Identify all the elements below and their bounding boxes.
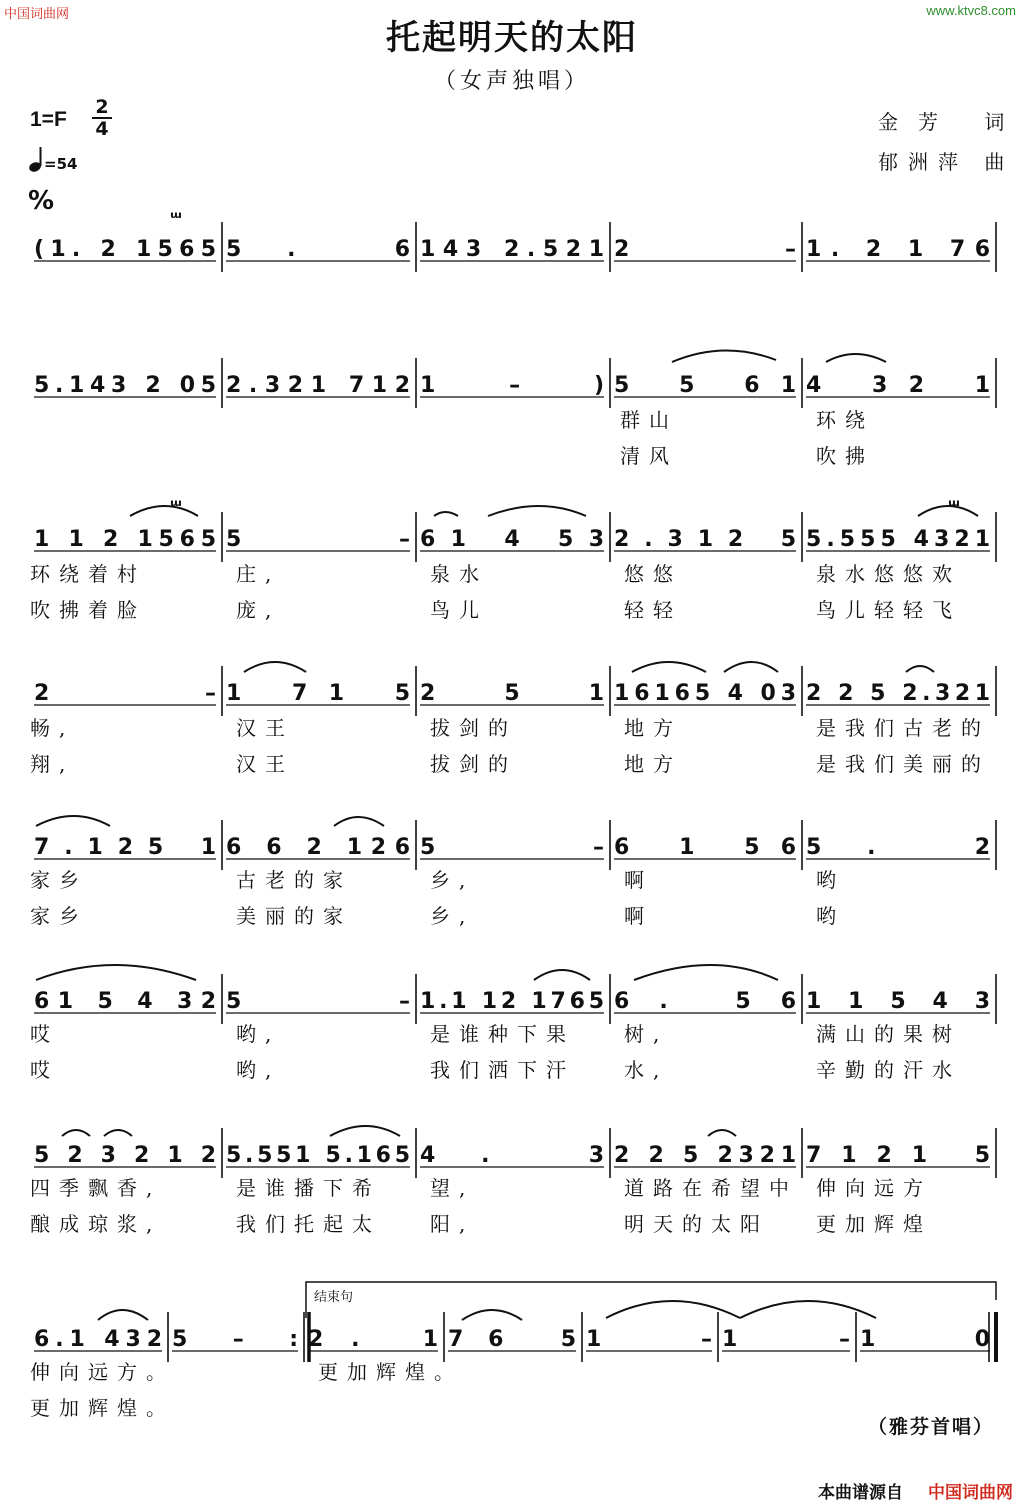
score-system [34, 1128, 996, 1178]
site-watermark-right[interactable]: www.ktvc8.com [926, 3, 1016, 18]
lyric-text: 伸向远方 [816, 1176, 932, 1200]
key-signature: 1=F [30, 108, 67, 131]
measure-notes: 5 – [226, 527, 410, 552]
measure-notes: 6.1 432 [34, 1327, 162, 1352]
lyric-text: 畅, [30, 716, 75, 740]
measure-notes: 5.555 4321 [806, 527, 990, 552]
lyric-text: 哟, [236, 1058, 281, 1082]
lyric-text: 望, [430, 1176, 475, 1200]
lyric-text: 我们洒下汗 [430, 1058, 575, 1082]
score-system [34, 1312, 996, 1362]
measure-notes: 5 – : [172, 1327, 298, 1352]
measure-notes: 2 2 5 2.321 [806, 681, 990, 706]
slur-mark [708, 1130, 736, 1136]
measure-notes: 7121 5 [806, 1143, 990, 1168]
slur-mark [62, 1130, 90, 1136]
lyric-text: 树, [624, 1022, 669, 1046]
measure-notes: 61 5 4 32 [34, 989, 216, 1014]
lyric-text: 古老的家 [236, 868, 352, 892]
lyric-text: 群山 [620, 408, 678, 432]
slur-mark [334, 817, 384, 826]
lyric-text: 乡, [430, 904, 475, 928]
tempo-value: =54 [44, 155, 78, 173]
lyric-text: 是谁种下果 [430, 1022, 575, 1046]
lyric-text: 拔剑的 [430, 752, 517, 776]
lyric-text: 清风 [620, 444, 678, 468]
measure-notes: 6 6 2 126 [226, 835, 410, 860]
measure-notes: 2.312 5 [614, 527, 796, 552]
measure-notes: 1 71 5 [226, 681, 410, 706]
lyric-text: 泉水 [430, 562, 488, 586]
lyric-text: 伸向远方。 [30, 1360, 175, 1384]
measure-notes: 5 – [420, 835, 604, 860]
measure-notes: 5. 6 [226, 237, 410, 262]
slur-mark [826, 354, 886, 362]
measure-notes: 4. 3 [420, 1143, 604, 1168]
slur-mark [634, 965, 778, 980]
lyric-text: 地方 [624, 752, 682, 776]
measure-notes: 76 5 [448, 1327, 576, 1352]
composer-credit: 郁洲萍 曲 [878, 150, 1015, 174]
measure-notes: 6 1 56 [614, 835, 796, 860]
slur-mark [244, 662, 306, 672]
slur-mark [606, 1301, 740, 1318]
lyric-text: 鸟儿 [430, 598, 488, 622]
singer-credit: （雅芬首唱） [868, 1416, 995, 1438]
slur-mark [906, 666, 934, 672]
song-title: 托起明天的太阳 [386, 18, 638, 58]
lyric-text: 是谁播下希 [236, 1176, 381, 1200]
measure-notes: 2 2 5 2321 [614, 1143, 796, 1168]
segno-sign: % [28, 186, 55, 216]
song-subtitle: （女声独唱） [433, 69, 590, 94]
score-system [34, 512, 996, 562]
measure-notes: 5 5 61 [614, 373, 796, 398]
lyric-text: 庞, [236, 598, 281, 622]
score-system [34, 974, 996, 1024]
slur-mark [36, 965, 196, 980]
measure-notes: 1 0 [860, 1327, 990, 1352]
lyric-text: 哟, [236, 1022, 281, 1046]
lyric-text: 吹拂 [816, 444, 874, 468]
measure-notes: (1. 2 1565 [34, 237, 216, 262]
measure-notes: 2 – [614, 237, 796, 262]
lyric-text: 家乡 [30, 868, 88, 892]
mordent-mark: ᵚ [948, 496, 960, 517]
slur-mark [724, 662, 778, 672]
slur-mark [462, 1310, 522, 1320]
slur-mark [104, 1130, 132, 1136]
measure-notes: 1 – [722, 1327, 850, 1352]
mordent-mark: ᵚ [170, 208, 182, 229]
score-system [34, 358, 996, 408]
lyric-text: 啊 [624, 868, 653, 892]
lyric-text: 酿成琼浆, [30, 1212, 162, 1236]
lyric-text: 更加辉煌 [816, 1212, 932, 1236]
score-system [34, 222, 996, 272]
lyric-text: 哎 [30, 1058, 59, 1082]
lyric-text: 环绕 [816, 408, 874, 432]
slur-mark [534, 970, 590, 980]
score-system [34, 820, 996, 870]
lyricist-credit: 金芳 词 [878, 110, 1024, 134]
measure-notes: 5.143 2 05 [34, 373, 216, 398]
lyric-text: 是我们美丽的 [816, 752, 990, 776]
measure-notes: 523212 [34, 1143, 216, 1168]
slur-mark [130, 506, 198, 516]
measure-notes: 61 4 53 [420, 527, 604, 552]
measure-notes: 2 5 1 [420, 681, 604, 706]
measure-notes: 2 – [34, 681, 216, 706]
lyric-text: 庄, [236, 562, 281, 586]
measure-notes: 1 1 5 4 3 [806, 989, 990, 1014]
lyric-text: 翔, [30, 752, 75, 776]
measure-notes: 6. 56 [614, 989, 796, 1014]
measure-notes: 1 1 2 1565 [34, 527, 216, 552]
measure-notes: 4 32 1 [806, 373, 990, 398]
measure-notes: 1.1 12 1765 [420, 989, 604, 1014]
lyric-text: 鸟儿轻轻飞 [816, 598, 961, 622]
measure-notes: 5 – [226, 989, 410, 1014]
lyric-text: 更加辉煌。 [318, 1360, 463, 1384]
lyric-text: 是我们古老的 [816, 716, 990, 740]
lyric-text: 拔剑的 [430, 716, 517, 740]
lyric-text: 啊 [624, 904, 653, 928]
slur-mark [488, 506, 586, 516]
measure-notes: 1. 2 1 76 [806, 237, 990, 262]
lyric-text: 哎 [30, 1022, 59, 1046]
measure-notes: 1 – [586, 1327, 712, 1352]
lyric-text: 吹拂着脸 [30, 598, 146, 622]
slur-mark [98, 1310, 148, 1320]
lyric-text: 汉王 [236, 716, 294, 740]
lyric-text: 哟 [816, 904, 845, 928]
measure-notes: 2.321 712 [226, 373, 410, 398]
lyric-text: 悠悠 [624, 562, 682, 586]
score-system [34, 666, 996, 716]
lyric-text: 更加辉煌。 [30, 1396, 175, 1420]
lyric-text: 水, [624, 1058, 669, 1082]
lyric-text: 汉王 [236, 752, 294, 776]
measure-notes: 7.125 1 [34, 835, 216, 860]
coda-label: 结束句 [314, 1290, 354, 1305]
lyric-text: 乡, [430, 868, 475, 892]
lyric-text: 四季飘香, [30, 1176, 162, 1200]
lyric-text: 泉水悠悠欢 [816, 562, 961, 586]
slur-mark [36, 816, 110, 826]
lyric-text: 家乡 [30, 904, 88, 928]
slur-mark [330, 1126, 400, 1136]
lyric-text: 辛勤的汗水 [816, 1058, 961, 1082]
coda-bracket [306, 1282, 996, 1318]
measure-notes: 1 – ) [420, 373, 604, 398]
lyric-text: 满山的果树 [816, 1022, 961, 1046]
measure-notes: 143 2.521 [420, 237, 604, 262]
slur-mark [672, 350, 776, 362]
time-signature-top: 2 [95, 96, 109, 118]
lyric-text: 明天的太阳 [624, 1212, 769, 1236]
lyric-text: 地方 [624, 716, 682, 740]
site-watermark-left[interactable]: 中国词曲网 [4, 6, 70, 21]
lyric-text: 阳, [430, 1212, 475, 1236]
lyric-text: 道路在希望中 [624, 1176, 798, 1200]
lyric-text: 轻轻 [624, 598, 682, 622]
measure-notes: 16165 4 03 [614, 681, 796, 706]
time-signature-bottom: 4 [92, 117, 112, 139]
source-site[interactable]: 中国词曲网 [928, 1483, 1013, 1503]
source-label: 本曲谱源自 [818, 1483, 903, 1503]
lyric-text: 环绕着村 [30, 562, 146, 586]
slur-mark [632, 662, 706, 672]
mordent-mark: ᵚ [170, 496, 182, 517]
slur-mark [434, 512, 458, 516]
measure-notes: 5. 2 [806, 835, 990, 860]
measure-notes: 2. 1 [308, 1327, 438, 1352]
lyric-text: 哟 [816, 868, 845, 892]
lyric-text: 美丽的家 [236, 904, 352, 928]
lyric-text: 我们托起太 [236, 1212, 381, 1236]
measure-notes: 5.551 5.165 [226, 1143, 410, 1168]
